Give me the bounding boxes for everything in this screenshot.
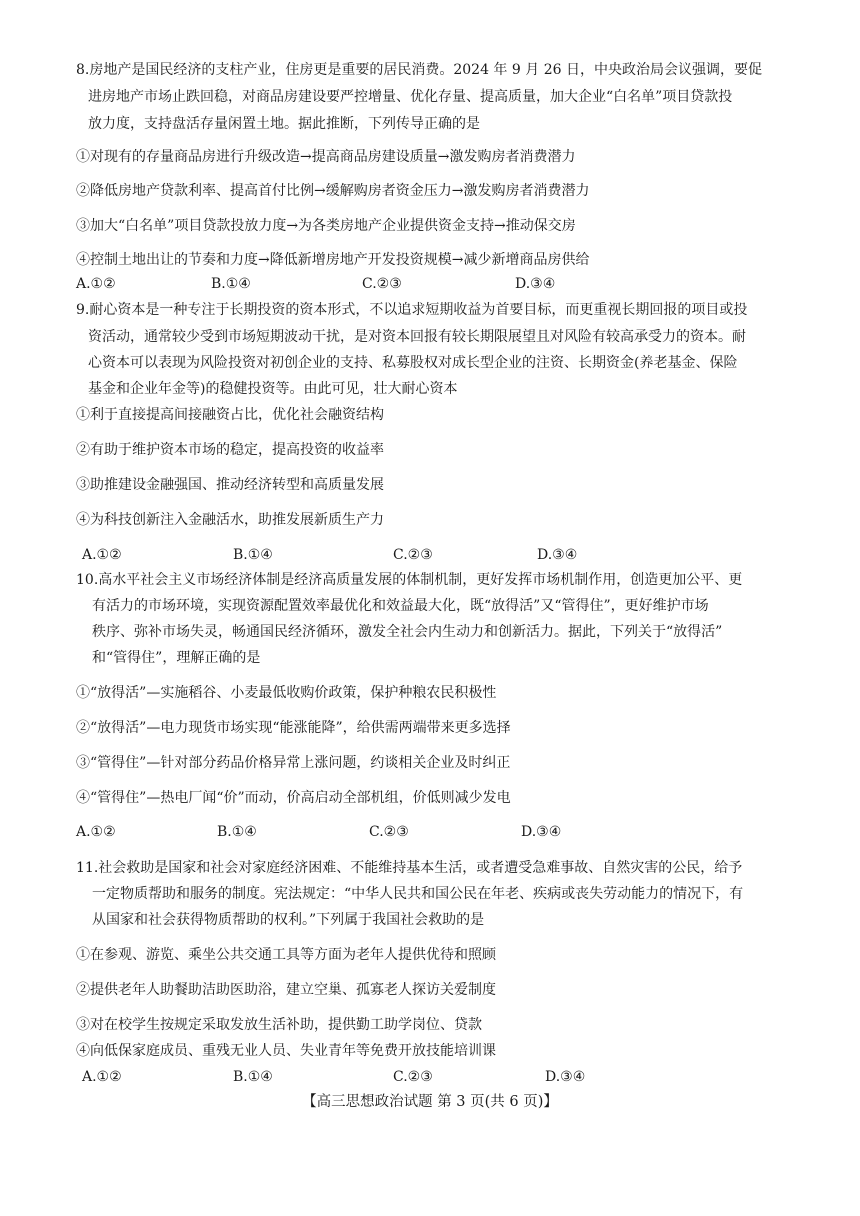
question-stem-line: 从国家和社会获得物质帮助的权利。”下列属于我国社会救助的是 <box>92 912 485 928</box>
option-a: A.①② <box>76 276 116 292</box>
option-c: C.②③ <box>393 1069 433 1085</box>
question-stem-line: 8.房地产是国民经济的支柱产业，住房更是重要的居民消费。2024 年 9 月 26 日，中央政治局会议强调，要促 <box>76 62 762 78</box>
question-stem-line: 9.耐心资本是一种专注于长期投资的资本形式，不以追求短期收益为首要目标，而更重视长期回报的项目或投 <box>76 302 748 318</box>
option-b: B.①④ <box>233 1069 273 1085</box>
question-stem-line: 放力度，支持盘活存量闲置土地。据此推断，下列传导正确的是 <box>88 116 480 132</box>
statement-line: ②“放得活”—电力现货市场实现“能涨能降”，给供需两端带来更多选择 <box>76 720 511 736</box>
statement-line: ④向低保家庭成员、重残无业人员、失业青年等免费开放技能培训课 <box>76 1043 496 1059</box>
option-d: D.③④ <box>545 1069 586 1085</box>
option-c: C.②③ <box>393 547 433 563</box>
question-stem-line: 10.高水平社会主义市场经济体制是经济高质量发展的体制机制，更好发挥市场机制作用，创造更加公平、更 <box>76 572 743 588</box>
option-d: D.③④ <box>515 276 556 292</box>
question-stem-line: 基金和企业年金等)的稳健投资等。由此可见，壮大耐心资本 <box>88 381 458 397</box>
statement-line: ④控制土地出让的节奏和力度→降低新增房地产开发投资规模→减少新增商品房供给 <box>76 252 590 268</box>
option-b: B.①④ <box>211 276 251 292</box>
statement-line: ①利于直接提高间接融资占比，优化社会融资结构 <box>76 407 384 423</box>
statement-line: ②降低房地产贷款利率、提高首付比例→缓解购房者资金压力→激发购房者消费潜力 <box>76 183 590 199</box>
option-a: A.①② <box>76 824 116 840</box>
question-stem-line: 进房地产市场止跌回稳，对商品房建设要严控增量、优化存量、提高质量，加大企业“白名单”项目贷款投 <box>88 89 733 105</box>
statement-line: ③“管得住”—针对部分药品价格异常上涨问题，约谈相关企业及时纠正 <box>76 755 511 771</box>
option-d: D.③④ <box>537 547 578 563</box>
statement-line: ④“管得住”—热电厂闻“价”而动，价高启动全部机组，价低则减少发电 <box>76 790 511 806</box>
statement-line: ④为科技创新注入金融活水，助推发展新质生产力 <box>76 512 384 528</box>
option-a: A.①② <box>82 1069 122 1085</box>
question-stem-line: 心资本可以表现为风险投资对初创企业的支持、私募股权对成长型企业的注资、长期资金(养老基金、保险 <box>88 355 738 371</box>
statement-line: ①在参观、游览、乘坐公共交通工具等方面为老年人提供优待和照顾 <box>76 947 496 963</box>
statement-line: ①“放得活”—实施稻谷、小麦最低收购价政策，保护种粮农民积极性 <box>76 685 497 701</box>
question-stem-line: 一定物质帮助和服务的制度。宪法规定：“中华人民共和国公民在年老、疾病或丧失劳动能力的情况下，有 <box>92 886 744 902</box>
statement-line: ③对在校学生按规定采取发放生活补助，提供勤工助学岗位、贷款 <box>76 1017 482 1033</box>
option-d: D.③④ <box>521 824 562 840</box>
option-c: C.②③ <box>369 824 409 840</box>
option-b: B.①④ <box>233 547 273 563</box>
question-stem-line: 和“管得住”，理解正确的是 <box>92 650 261 666</box>
statement-line: ②有助于维护资本市场的稳定，提高投资的收益率 <box>76 442 384 458</box>
question-stem-line: 11.社会救助是国家和社会对家庭经济困难、不能维持基本生活，或者遭受急难事故、自然灾害的公民，给予 <box>76 860 743 876</box>
statement-line: ②提供老年人助餐助洁助医助浴，建立空巢、孤寡老人探访关爱制度 <box>76 982 496 998</box>
question-stem-line: 有活力的市场环境，实现资源配置效率最优化和效益最大化，既“放得活”又“管得住”，更好维护市场 <box>92 598 709 614</box>
option-b: B.①④ <box>217 824 257 840</box>
option-a: A.①② <box>82 547 122 563</box>
statement-line: ③助推建设金融强国、推动经济转型和高质量发展 <box>76 477 384 493</box>
statement-line: ③加大“白名单”项目贷款投放力度→为各类房地产企业提供资金支持→推动保交房 <box>76 218 576 234</box>
question-stem-line: 资活动，通常较少受到市场短期波动干扰，是对资本回报有较长期限展望且对风险有较高承受力的资本。耐 <box>88 329 746 345</box>
option-c: C.②③ <box>362 276 402 292</box>
statement-line: ①对现有的存量商品房进行升级改造→提高商品房建设质量→激发购房者消费潜力 <box>76 149 576 165</box>
page-footer: 【高三思想政治试题 第 3 页(共 6 页)】 <box>302 1094 558 1110</box>
question-stem-line: 秩序、弥补市场失灵，畅通国民经济循环，激发全社会内生动力和创新活力。据此，下列关于“放得活” <box>92 624 723 640</box>
